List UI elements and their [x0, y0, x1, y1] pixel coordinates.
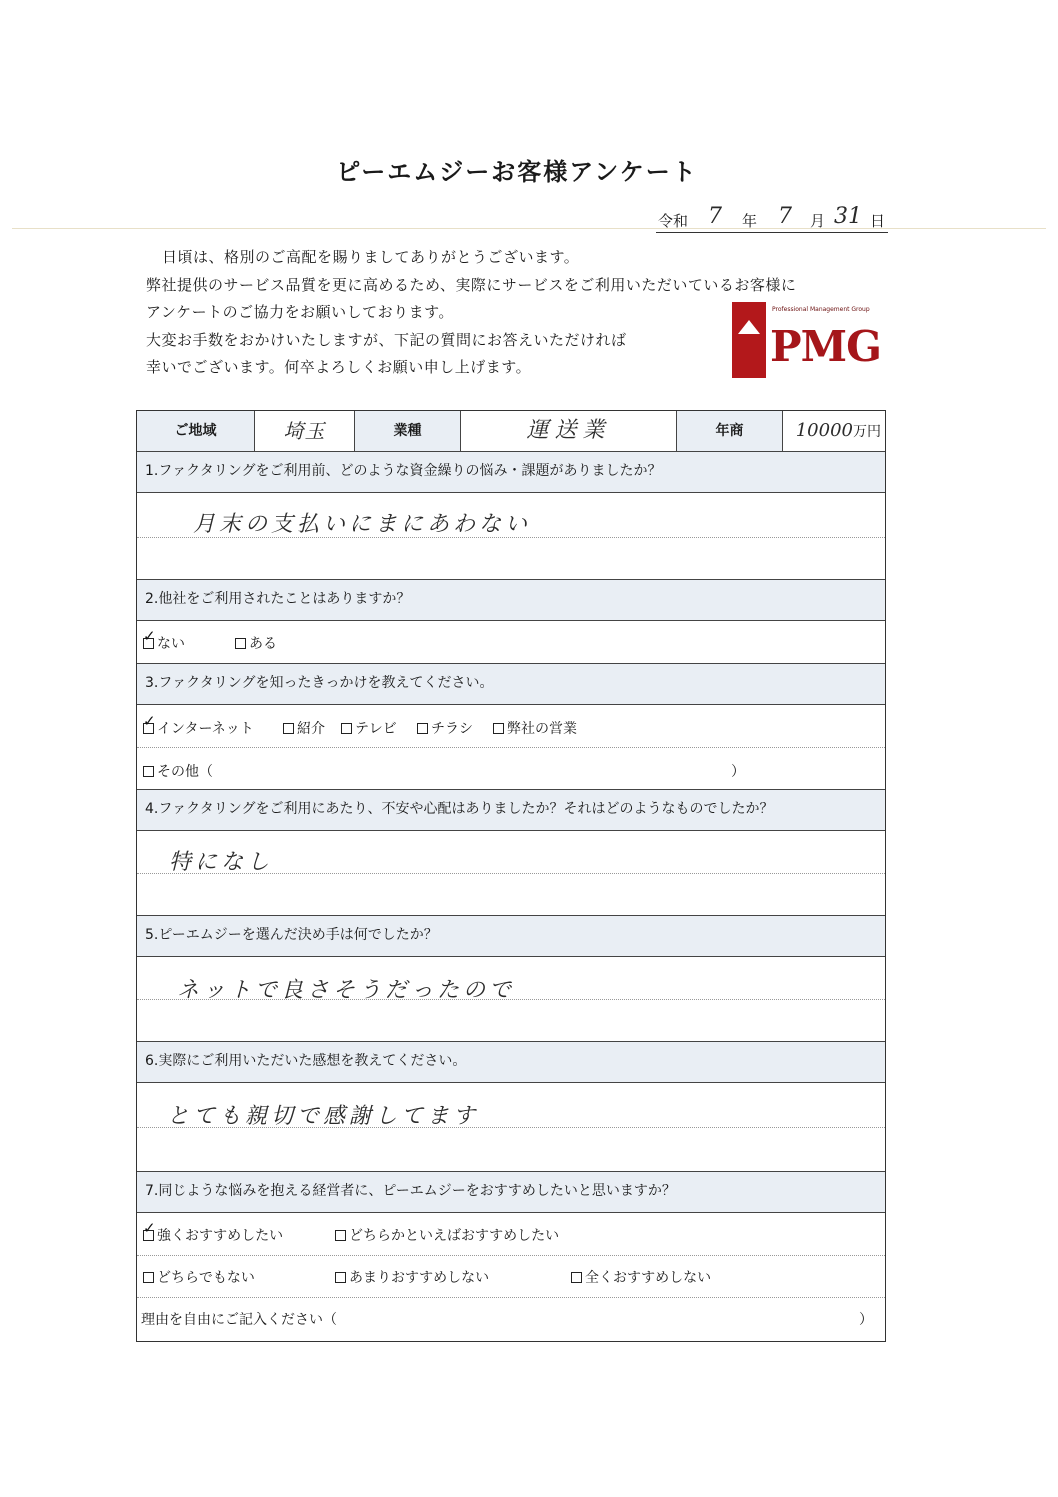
sales-value[interactable] [783, 411, 885, 451]
header-row [137, 411, 885, 451]
reason-close: ） [859, 1312, 873, 1328]
option-aru[interactable] [235, 633, 277, 653]
reason-label: 理由を自由にご記入ください（ [141, 1312, 337, 1328]
answer-area-6[interactable] [137, 1083, 885, 1171]
answer-line [137, 537, 885, 538]
answer-line [137, 1255, 885, 1256]
date-line [656, 204, 888, 233]
options-2 [137, 621, 885, 663]
checkbox-icon[interactable] [417, 723, 428, 734]
answer-area-4[interactable] [137, 831, 885, 915]
sales-label: 年商 [677, 411, 783, 451]
page-title: ピーエムジーお客様アンケート [336, 158, 698, 186]
option-label: 紹介 [297, 721, 325, 737]
checkbox-icon[interactable] [335, 1272, 346, 1283]
option-not-much[interactable] [335, 1267, 489, 1287]
pmg-logo [732, 302, 881, 380]
option-label: 弊社の営業 [507, 721, 577, 737]
industry-value-text: 運送業 [526, 418, 611, 443]
option-chirashi[interactable] [417, 718, 473, 738]
region-label: ご地域 [137, 411, 255, 451]
checkbox-checked-icon[interactable] [143, 638, 154, 649]
checkbox-icon[interactable] [341, 723, 352, 734]
checkbox-icon[interactable] [143, 766, 154, 777]
sales-value-text: 10000 [795, 420, 853, 441]
option-label: 強くおすすめしたい [157, 1228, 284, 1244]
date-day: 31 [834, 204, 862, 229]
option-label: どちらでもない [157, 1270, 255, 1286]
answer-line [137, 873, 885, 874]
greeting-line: アンケートのご協力をお願いしております。 [146, 303, 454, 321]
checkbox-icon[interactable] [335, 1230, 346, 1241]
question-1: 1.ファクタリングをご利用前、どのような資金繰りの悩み・課題がありましたか？ [137, 451, 885, 493]
industry-label: 業種 [355, 411, 461, 451]
greeting-line: 幸いでございます。何卒よろしくお願い申し上げます。 [146, 358, 532, 376]
question-6: 6.実際にご利用いただいた感想を教えてください。 [137, 1041, 885, 1083]
date-year: 7 [708, 204, 722, 229]
option-nai[interactable] [143, 633, 185, 653]
options-3 [137, 705, 885, 789]
answer-line [137, 1127, 885, 1128]
option-not-at-all[interactable] [571, 1267, 711, 1287]
question-5: 5.ピーエムジーを選んだ決め手は何でしたか？ [137, 915, 885, 957]
option-internet[interactable] [143, 718, 254, 738]
logo-tagline: Professional Management Group [772, 306, 870, 313]
checkbox-checked-icon[interactable] [143, 723, 154, 734]
option-other-close: ） [731, 764, 745, 780]
option-label: テレビ [355, 721, 397, 737]
greeting-line: 大変お手数をおかけいたしますが、下記の質問にお答えいただければ [146, 330, 627, 349]
answer-4: 特になし [169, 850, 274, 875]
question-2: 2.他社をご利用されたことはありますか？ [137, 579, 885, 621]
option-tv[interactable] [341, 718, 397, 738]
checkbox-checked-icon[interactable] [143, 1230, 154, 1241]
answer-line [137, 1297, 885, 1298]
option-strongly[interactable] [143, 1225, 283, 1245]
answer-line [137, 747, 885, 748]
question-3: 3.ファクタリングを知ったきっかけを教えてください。 [137, 663, 885, 705]
region-value[interactable] [255, 411, 355, 451]
option-label: あまりおすすめしない [349, 1270, 490, 1286]
options-7 [137, 1213, 885, 1341]
greeting-line: 弊社提供のサービス品質を更に高めるため、実際にサービスをご利用いただいているお客様に [146, 275, 797, 294]
answer-6: とても親切で感謝してます [167, 1104, 480, 1129]
logo-emblem-icon [732, 302, 766, 378]
region-value-text: 埼玉 [283, 419, 326, 443]
checkbox-icon[interactable] [143, 1272, 154, 1283]
sales-unit: 万円 [853, 424, 881, 440]
option-label: チラシ [431, 721, 473, 737]
checkbox-icon[interactable] [235, 638, 246, 649]
greeting-text [146, 244, 796, 382]
greeting-line: 日頃は、格別のご高配を賜りましてありがとうございます。 [162, 248, 580, 266]
option-label: ある [249, 636, 277, 652]
date-day-label: 日 [870, 212, 886, 230]
answer-5: ネットで良さそうだったので [177, 978, 516, 1003]
option-neutral[interactable] [143, 1267, 255, 1287]
checkbox-icon[interactable] [493, 723, 504, 734]
option-somewhat[interactable] [335, 1225, 559, 1245]
option-shokai[interactable] [283, 718, 325, 738]
survey-form [136, 410, 886, 1342]
logo-wordmark: PMG [770, 322, 881, 371]
option-eigyo[interactable] [493, 718, 577, 738]
date-year-label: 年 [742, 212, 758, 230]
answer-1: 月末の支払いにまにあわない [193, 512, 532, 537]
date-era: 令和 [658, 212, 689, 230]
answer-area-5[interactable] [137, 957, 885, 1041]
date-month-label: 月 [810, 212, 826, 230]
industry-value[interactable] [461, 411, 677, 451]
option-label: どちらかといえばおすすめしたい [349, 1228, 560, 1244]
option-label: 全くおすすめしない [585, 1270, 712, 1286]
divider [12, 228, 1046, 229]
option-label: ない [157, 636, 185, 652]
option-other[interactable] [143, 761, 213, 781]
answer-line [137, 999, 885, 1000]
option-label: インターネット [157, 721, 254, 737]
answer-area-1[interactable] [137, 493, 885, 579]
checkbox-icon[interactable] [571, 1272, 582, 1283]
question-7: 7.同じような悩みを抱える経営者に、ピーエムジーをおすすめしたいと思いますか？ [137, 1171, 885, 1213]
option-label: その他（ [157, 764, 213, 780]
checkbox-icon[interactable] [283, 723, 294, 734]
date-month: 7 [778, 204, 792, 229]
question-4: 4.ファクタリングをご利用にあたり、不安や心配はありましたか？それはどのようなものでしたか？ [137, 789, 885, 831]
